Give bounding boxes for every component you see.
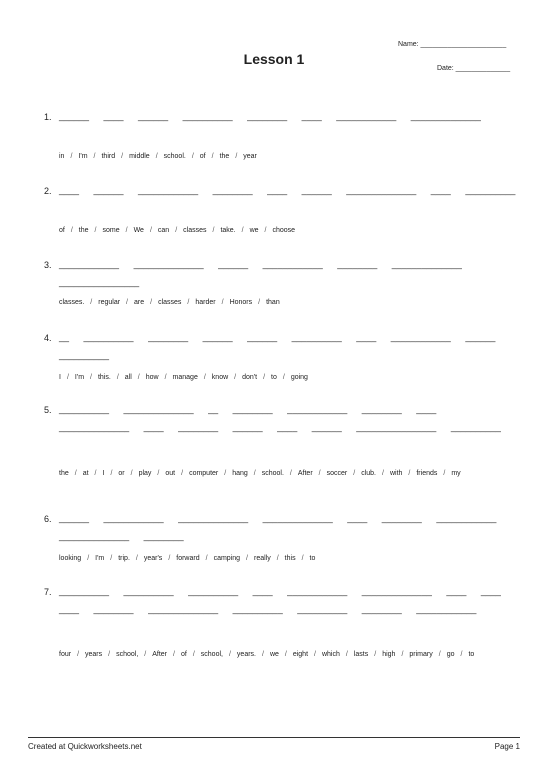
word-bank-word: than [266, 299, 280, 306]
word-separator: / [235, 153, 238, 160]
word-bank-word: how [145, 374, 159, 381]
page-number: Page 1 [494, 742, 520, 751]
word-separator: / [314, 651, 316, 658]
word-separator: / [121, 153, 124, 160]
answer-blanks: __ __________ ________ ______ ______ __________ ____ ____________ ______ __________ [59, 332, 496, 360]
word-bank-word: don't [242, 374, 258, 381]
word-bank-word: the [219, 153, 230, 160]
word-separator: / [125, 227, 128, 234]
word-separator: / [137, 374, 140, 381]
word-bank-word: to [468, 651, 475, 658]
word-bank-word: at [82, 470, 89, 477]
word-separator: / [261, 651, 264, 658]
word-bank-word: year's [143, 555, 163, 562]
question-number: 7. [44, 587, 52, 597]
question-4 [44, 333, 520, 397]
word-separator: / [155, 153, 158, 160]
word-separator: / [276, 555, 279, 562]
date-field: Date: ______________ [437, 65, 511, 72]
word-separator: / [221, 299, 224, 306]
word-separator: / [87, 555, 90, 562]
word-bank-word: this [284, 555, 296, 562]
word-bank-word: friends [416, 470, 438, 477]
word-separator: / [94, 227, 97, 234]
word-separator: / [212, 227, 215, 234]
word-bank-word: forward [176, 555, 200, 562]
word-separator: / [70, 153, 73, 160]
word-separator: / [345, 651, 348, 658]
word-bank-word: hang [232, 470, 248, 477]
word-bank-word: classes [183, 227, 207, 234]
word-separator: / [77, 651, 80, 658]
question-number: 4. [44, 333, 52, 343]
word-bank-word: four [59, 651, 72, 658]
word-separator: / [205, 555, 208, 562]
word-bank-word: soccer [326, 470, 348, 477]
word-bank-word: with [389, 470, 403, 477]
word-separator: / [157, 470, 160, 477]
question-number: 2. [44, 186, 52, 196]
word-bank-word: of [180, 651, 187, 658]
question-3 [44, 260, 520, 322]
word-bank-word: regular [98, 299, 121, 306]
word-bank-word: go [446, 651, 455, 658]
word-separator: / [126, 299, 128, 306]
word-bank-word: school, [116, 651, 139, 658]
word-bank-word: choose [272, 227, 296, 234]
word-bank-word: all [124, 374, 132, 381]
word-bank-word: can [157, 227, 170, 234]
word-bank-word: going [290, 374, 308, 381]
word-bank-word: I [102, 470, 105, 477]
word-bank-word: or [118, 470, 125, 477]
word-separator: / [224, 470, 227, 477]
word-bank-word: looking [59, 555, 82, 562]
word-separator: / [211, 153, 214, 160]
word-separator: / [301, 555, 304, 562]
word-bank-word: camping [213, 555, 241, 562]
question-number: 3. [44, 260, 52, 270]
word-bank-word: know [211, 374, 229, 381]
word-bank-word: computer [189, 470, 219, 477]
word-bank-word: manage [172, 374, 198, 381]
question-number: 5. [44, 405, 52, 415]
name-field: Name: ______________________ [398, 41, 507, 48]
word-bank-word: classes. [59, 299, 85, 306]
word-bank [59, 152, 519, 162]
word-separator: / [110, 555, 113, 562]
word-separator: / [318, 470, 321, 477]
word-bank-word: eight [292, 651, 309, 658]
word-bank-word: in [59, 153, 65, 160]
word-bank [59, 650, 519, 660]
word-bank-word: are [134, 299, 145, 306]
answer-blanks: __________ ______________ __ ________ ____________ ________ ____ ______________ ____ ________ ______ ____ ______ ________________ __________ [59, 404, 501, 432]
word-separator: / [382, 470, 384, 477]
word-separator: / [258, 299, 261, 306]
answer-blanks: __________ __________ __________ ____ ____________ ______________ ____ ____ ____ ________ ______________ __________ __________ ________ ____________ [59, 586, 501, 614]
word-bank-word: to [271, 374, 277, 381]
word-separator: / [282, 374, 285, 381]
word-separator: / [149, 227, 152, 234]
word-separator: / [66, 374, 69, 381]
word-bank-word: high [382, 651, 396, 658]
word-separator: / [70, 227, 73, 234]
word-separator: / [168, 555, 171, 562]
word-separator: / [460, 651, 463, 658]
word-bank-word: I'm [74, 374, 85, 381]
word-bank-word: out [165, 470, 176, 477]
word-separator: / [144, 651, 147, 658]
word-separator: / [187, 299, 190, 306]
word-bank-word: middle [129, 153, 150, 160]
question-6 [44, 514, 520, 578]
word-bank-word: After [152, 651, 168, 658]
word-bank-word: harder [195, 299, 216, 306]
word-bank-word: lasts [353, 651, 369, 658]
word-separator: / [246, 555, 248, 562]
word-bank-word: Honors [229, 299, 253, 306]
word-bank-word: I'm [78, 153, 88, 160]
word-separator: / [110, 470, 113, 477]
word-bank-word: we [249, 227, 259, 234]
word-separator: / [164, 374, 167, 381]
word-separator: / [150, 299, 153, 306]
question-5 [44, 405, 520, 493]
word-separator: / [191, 153, 194, 160]
footer-divider [28, 737, 520, 738]
word-bank-word: really [253, 555, 271, 562]
word-separator: / [203, 374, 206, 381]
word-separator: / [264, 227, 267, 234]
word-bank-word: We [133, 227, 144, 234]
word-bank [59, 373, 519, 383]
word-separator: / [173, 651, 175, 658]
question-1 [44, 112, 520, 176]
word-separator: / [74, 470, 77, 477]
word-bank-word: some [102, 227, 120, 234]
word-bank-word: I'm [95, 555, 105, 562]
word-separator: / [241, 227, 244, 234]
answer-blanks: ______ ____ ______ __________ ________ ____ ____________ ______________ [59, 111, 481, 121]
word-separator: / [374, 651, 377, 658]
question-2 [44, 186, 520, 250]
word-bank-word: primary [409, 651, 433, 658]
word-separator: / [253, 470, 256, 477]
word-separator: / [263, 374, 266, 381]
word-bank-word: years. [236, 651, 256, 658]
word-bank [59, 469, 519, 479]
word-bank-word: year [243, 153, 257, 160]
word-separator: / [108, 651, 111, 658]
word-bank-word: of [199, 153, 206, 160]
word-separator: / [228, 651, 231, 658]
word-bank-word: my [451, 470, 461, 477]
word-bank-word: school, [200, 651, 223, 658]
word-separator: / [353, 470, 356, 477]
word-separator: / [135, 555, 138, 562]
footer-credit: Created at Quickworksheets.net [28, 742, 142, 751]
word-bank-word: the [59, 470, 69, 477]
word-separator: / [234, 374, 237, 381]
word-separator: / [284, 651, 287, 658]
word-separator: / [443, 470, 446, 477]
word-separator: / [116, 374, 119, 381]
word-bank-word: school. [163, 153, 186, 160]
answer-blanks: ____________ ______________ ______ ____________ ________ ______________ ________________ [59, 259, 462, 287]
word-separator: / [401, 651, 404, 658]
word-bank-word: club. [361, 470, 376, 477]
question-number: 1. [44, 112, 52, 122]
word-bank-word: to [309, 555, 316, 562]
word-bank-word: we [269, 651, 279, 658]
word-separator: / [90, 299, 93, 306]
word-separator: / [93, 153, 96, 160]
answer-blanks: ______ ____________ ______________ ______________ ____ ________ ____________ ______________ ________ [59, 513, 497, 541]
word-separator: / [175, 227, 178, 234]
word-bank-word: of [59, 227, 65, 234]
question-number: 6. [44, 514, 52, 524]
word-bank-word: third [101, 153, 116, 160]
question-7 [44, 587, 520, 674]
word-bank-word: trip. [118, 555, 130, 562]
word-separator: / [130, 470, 133, 477]
answer-blanks: ____ ______ ____________ ________ ____ ______ ______________ ____ __________ [59, 185, 516, 195]
word-separator: / [181, 470, 184, 477]
word-bank-word: take. [220, 227, 236, 234]
word-bank-word: this. [97, 374, 111, 381]
word-bank-word: which [321, 651, 340, 658]
page-title: Lesson 1 [243, 51, 305, 67]
word-bank-word: classes [158, 299, 182, 306]
word-separator: / [94, 470, 97, 477]
word-bank-word: play [138, 470, 152, 477]
word-bank-word: school. [261, 470, 284, 477]
word-bank-word: years [85, 651, 103, 658]
word-separator: / [289, 470, 292, 477]
word-separator: / [192, 651, 195, 658]
word-bank-word: After [297, 470, 313, 477]
word-bank [59, 226, 519, 236]
word-bank-word: the [78, 227, 89, 234]
word-bank-word: I [59, 374, 61, 381]
word-separator: / [438, 651, 441, 658]
word-bank [59, 554, 519, 564]
word-bank [59, 298, 519, 308]
word-separator: / [90, 374, 92, 381]
word-separator: / [408, 470, 411, 477]
